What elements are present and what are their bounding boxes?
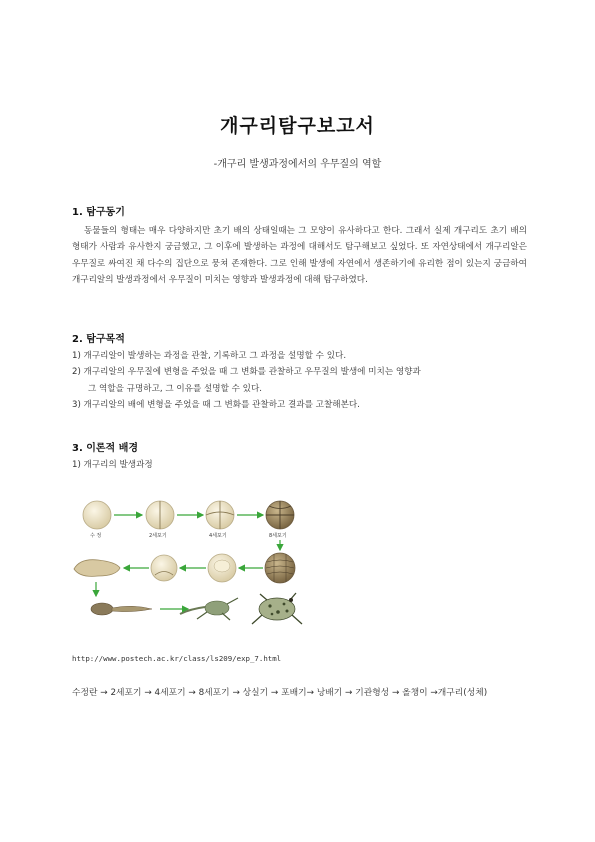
section-purpose <box>72 332 527 413</box>
stage-neurula <box>74 560 120 577</box>
caption-8-cell: 8세포기 <box>269 533 287 539</box>
document-subtitle: -개구리 발생과정에서의 우무질의 역할 <box>213 159 382 170</box>
section-heading: 1. 탐구동기 <box>72 207 125 218</box>
stage-tadpole <box>91 603 152 615</box>
caption-2-cell: 2세포기 <box>149 533 167 539</box>
list-item: 2) 개구리알의 우무질에 변형을 주었을 때 그 변화를 관찰하고 우무질의 발생에 미치는 영향과 <box>72 367 421 378</box>
stage-adult-frog <box>252 593 302 624</box>
caption-4-cell: 4세포기 <box>209 533 227 539</box>
stage-blastula <box>208 554 236 582</box>
list-item: 1) 개구리알이 발생하는 과정을 관찰, 기록하고 그 과정을 설명할 수 있다. <box>72 351 347 361</box>
section-paragraph: 동물들의 형태는 매우 다양하지만 초기 배의 상태일때는 그 모양이 유사하다고 한다. 그래서 실제 개구리도 초기 배의 형태가 사람과 유사한지 궁금했고, 그 이후에 발생하는 과정에 대해서도 탐구해보고 싶었다. 또 자연상태에서 개구리알은 우무질로 싸여진 채 다수의 집단으로 뭉쳐 존재한다. 그로 인해 발생에 자연에서 생존하기에 유리한 점이 있는지 궁금하여 개구리알의 발생과정에서 우무질이 미치는 영향과 발생과정에 대해 탐구하였다. <box>72 226 527 285</box>
development-process-text: 수정란 → 2세포기 → 4세포기 → 8세포기 → 상실기 → 포배기→ 낭배기 → 기관형성 → 올챙이 →개구리(성체) <box>72 688 488 698</box>
stage-4-cell <box>206 501 234 529</box>
section-background <box>72 441 527 473</box>
stage-8-cell <box>266 501 294 529</box>
section-heading: 3. 이론적 배경 <box>72 443 139 454</box>
subsection-heading: 1) 개구리의 발생과정 <box>72 460 153 470</box>
frog-development-figure <box>72 496 307 636</box>
section-heading: 2. 탐구목적 <box>72 334 125 345</box>
document-title: 개구리탐구보고서 <box>220 115 375 137</box>
list-item-continuation: 그 역할을 규명하고, 그 이유를 설명할 수 있다. <box>88 383 263 394</box>
stage-gastrula <box>151 555 177 581</box>
source-url: http://www.postech.ac.kr/class/ls209/exp_7.html <box>72 654 282 663</box>
stage-2-cell <box>146 501 174 529</box>
caption-fertilization: 수 정 <box>90 533 102 539</box>
stage-fertilized-egg <box>83 501 111 529</box>
stage-morula <box>265 553 295 583</box>
section-motivation <box>72 205 527 288</box>
stage-froglet <box>180 598 238 620</box>
list-item: 3) 개구리알의 배에 변형을 주었을 때 그 변화를 관찰하고 결과를 고찰해본다. <box>72 399 360 410</box>
